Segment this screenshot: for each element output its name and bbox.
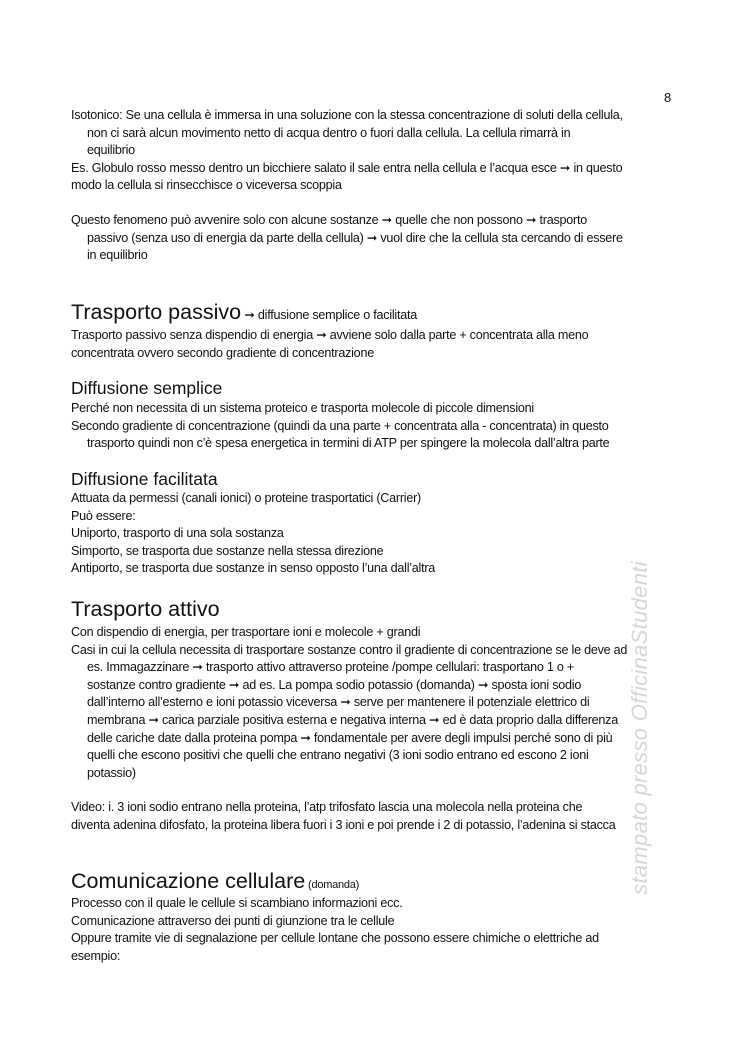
heading-title: Diffusione facilitata xyxy=(71,469,218,489)
text-line: esempio: xyxy=(71,948,121,963)
section-heading xyxy=(71,300,417,325)
text-line: Processo con il quale le cellule si scambiano informazioni ecc. xyxy=(71,896,403,910)
text-line: Trasporto passivo senza dispendio di energia ➞ avviene solo dalla parte + concentrata alla meno xyxy=(71,328,589,342)
text-paragraph xyxy=(71,624,627,782)
text-line: Es. Globulo rosso messo dentro un bicchiere salato il sale entra nella cellula e l’acqua esce ➞ in questo xyxy=(71,160,623,175)
text-line: Casi in cui la cellula necessita di trasportare sostanze contro il gradiente di concentrazione se le deve ad xyxy=(71,642,628,657)
page-number: 8 xyxy=(664,90,672,105)
watermark: stampato presso OfficinaStudenti xyxy=(627,561,652,895)
section-subheading xyxy=(71,469,218,490)
heading-title: Trasporto attivo xyxy=(71,597,220,621)
text-line: Questo fenomeno può avvenire solo con alcune sostanze ➞ quelle che non possono ➞ trasporto xyxy=(71,213,587,227)
text-line: Perché non necessita di un sistema proteico e trasporta molecole di piccole dimensioni xyxy=(71,401,534,415)
text-paragraph xyxy=(71,107,623,195)
text-line: sostanze contro gradiente ➞ ad es. La pompa sodio potassio (domanda) ➞ sposta ioni sodio xyxy=(87,677,582,692)
heading-title: Comunicazione cellulare xyxy=(71,869,306,893)
text-line: Secondo gradiente di concentrazione (quindi da una parte + concentrata alla - concentrata) in questo xyxy=(71,418,609,433)
text-paragraph xyxy=(71,799,615,834)
section-heading xyxy=(71,869,359,894)
text-line: passivo (senza uso di energia da parte della cellula) ➞ vuol dire che la cellula sta cercando di essere xyxy=(87,230,623,245)
heading-title: Diffusione semplice xyxy=(71,378,223,398)
text-line: quelli che escono positivi che quelli che entrano negativi (3 ioni sodio entrano ed escono 2 ioni xyxy=(87,748,589,763)
text-line: diventa adenina difosfato, la proteina libera fuori i 3 ioni e poi prende i 2 di potassio, l’adenina si stacca xyxy=(71,817,616,832)
text-line: Antiporto, se trasporta due sostanze in senso opposto l’una dall’altra xyxy=(71,561,436,576)
text-line: non ci sarà alcun movimento netto di acqua dentro o fuori dalla cellula. La cellula rimarrà in xyxy=(87,125,571,140)
text-line: concentrata ovvero secondo gradiente di concentrazione xyxy=(71,345,374,360)
text-line: modo la cellula si rinsecchisce o viceversa scoppia xyxy=(71,178,342,193)
text-line: es. Immagazzinare ➞ trasporto attivo attraverso proteine /pompe cellulari: trasportano 1 o + xyxy=(87,660,575,675)
text-line: in equilibrio xyxy=(87,248,148,263)
text-line: Comunicazione attraverso dei punti di giunzione tra le cellule xyxy=(71,913,395,928)
text-line: Isotonico: Se una cellula è immersa in una soluzione con la stessa concentrazione di soluti della cellula, xyxy=(71,108,623,122)
text-line: dall’interno all’esterno e ioni potassio viceversa ➞ serve per mantenere il potenziale elettrico di xyxy=(87,695,590,710)
text-paragraph xyxy=(71,212,623,265)
text-line: delle cariche date dalla proteina pompa ➞ fondamentale per avere degli impulsi perché sono di più xyxy=(87,730,613,745)
text-line: equilibrio xyxy=(87,143,135,158)
text-paragraph xyxy=(71,895,599,965)
heading-title: Trasporto passivo xyxy=(71,300,242,324)
section-heading xyxy=(71,597,220,622)
text-line: Oppure tramite vie di segnalazione per cellule lontane che possono essere chimiche o elettriche ad xyxy=(71,931,599,946)
text-line: Simporto, se trasporta due sostanze nella stessa direzione xyxy=(71,543,384,558)
text-line: Video: i. 3 ioni sodio entrano nella proteina, l’atp trifosfato lascia una molecola nella proteina che xyxy=(71,800,583,814)
text-line: Con dispendio di energia, per trasportare ioni e molecole + grandi xyxy=(71,625,421,639)
text-paragraph xyxy=(71,327,588,362)
section-subheading xyxy=(71,378,222,399)
text-line: Attuata da permessi (canali ionici) o proteine trasportatici (Carrier) xyxy=(71,491,421,505)
text-paragraph xyxy=(71,490,435,578)
text-line: Uniporto, trasporto di una sola sostanza xyxy=(71,526,284,541)
heading-note: ➞ diffusione semplice o facilitata xyxy=(241,308,417,322)
text-line: membrana ➞ carica parziale positiva esterna e negativa interna ➞ ed è data proprio dalla differenza xyxy=(87,712,618,727)
heading-note: (domanda) xyxy=(305,879,359,891)
text-line: trasporto quindi non c’è spesa energetica in termini di ATP per spingere la molecola dall’altra parte xyxy=(87,436,610,451)
text-line: Può essere: xyxy=(71,508,136,523)
text-line: potassio) xyxy=(87,765,136,780)
text-paragraph xyxy=(71,400,609,453)
